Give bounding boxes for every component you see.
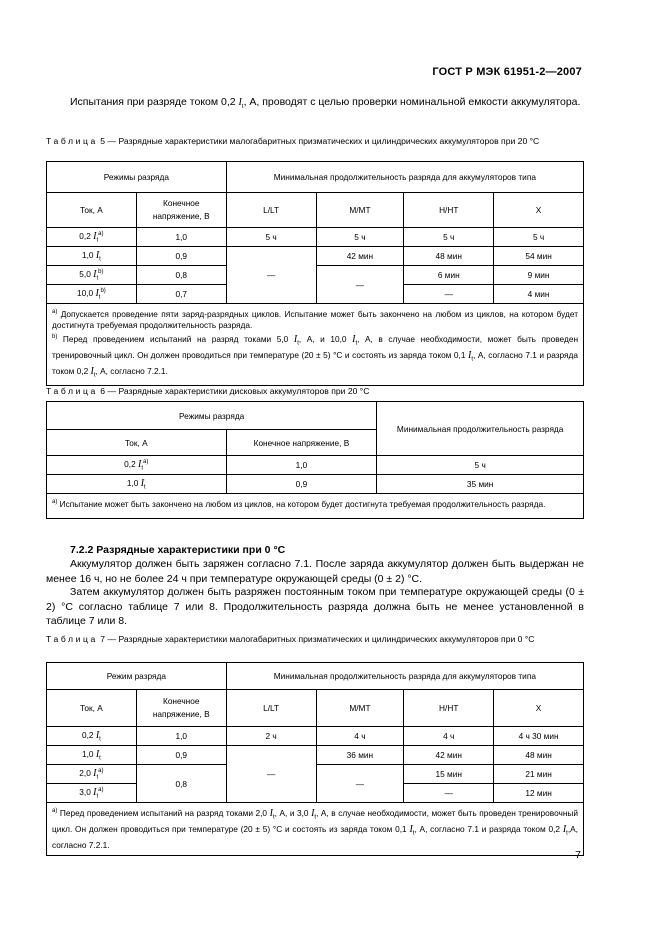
table6-current: 1,0 $I_t$ (47, 475, 227, 494)
table7-current: 0,2 $I_t$ (47, 727, 137, 746)
table5-cell: 5 ч (494, 228, 584, 247)
table6-header-voltage: Конечное напряжение, В (226, 430, 377, 456)
table7-cell: 36 мин (316, 746, 404, 765)
table7-type: L/LT (226, 690, 316, 727)
table7-cell: — (404, 784, 494, 803)
section-paragraph-1: Аккумулятор должен быть заряжен согласно 7.1. После заряда аккумулятор должен быть выдержан не менее 16 ч, но не более 24 ч при температуре окружающей среды (0 ± 2) °С. (46, 558, 584, 585)
table5-notes (47, 304, 584, 386)
table5-cell: 5 ч (226, 228, 316, 247)
table6-voltage: 0,9 (226, 475, 377, 494)
table6-cell: 35 мин (377, 475, 584, 494)
table5-current: 1,0 $I_t$ (47, 247, 137, 266)
table5-cell: 42 мин (316, 247, 404, 266)
section-heading: 7.2.2 Разрядные характеристики при 0 °С (70, 544, 286, 556)
table6-header-modes: Режимы разряда (47, 402, 377, 430)
table7-cell: 15 мин (404, 765, 494, 784)
table6-cell: 5 ч (377, 456, 584, 475)
table5-voltage: 0,9 (136, 247, 226, 266)
table7-cell: 42 мин (404, 746, 494, 765)
table7-caption: Таблица 7 — Разрядные характеристики малогабаритных призматических и цилиндрических аккумуляторов при 0 °С (46, 634, 535, 644)
table7-header-voltage: Конечное напряжение, В (136, 690, 226, 727)
table6-voltage: 1,0 (226, 456, 377, 475)
table7-voltage: 1,0 (136, 727, 226, 746)
table5-cell: 9 мин (494, 266, 584, 285)
table7-cell: 4 ч (316, 727, 404, 746)
table5-cell: 48 мин (404, 247, 494, 266)
table5-header-current: Ток, А (47, 193, 137, 228)
table5-current: 0,2 $I_t^{a)}$ (47, 228, 137, 247)
table5-current: 10,0 $I_t^{b)}$ (47, 285, 137, 304)
table7-type: H/HT (404, 690, 494, 727)
table7-type: X (494, 690, 584, 727)
table5-cell: 6 мин (404, 266, 494, 285)
table5-voltage: 0,7 (136, 285, 226, 304)
table5-caption: Таблица 5 — Разрядные характеристики малогабаритных призматических и цилиндрических аккумуляторов при 20 °С (46, 136, 540, 146)
table7-current: 2,0 $I_t^{a)}$ (47, 765, 137, 784)
intro-paragraph: Испытания при разряде током 0,2 $I_t$, А, проводят с целью проверки номинальной емкости аккумулятора. (70, 96, 581, 111)
table7-header-current: Ток, А (47, 690, 137, 727)
section-paragraph-2: Затем аккумулятор должен быть разряжен постоянным током при температуре окружающей среды (0 ± 2) °С согласно таблице 7 или 8. Продолжительность разряда должна быть не менее установленной в таблице 7 или 8. (46, 586, 584, 627)
document-header: ГОСТ Р МЭК 61951-2—2007 (432, 66, 582, 78)
table5-note-a: $^{a)}$ Допускается проведение пяти заряд-разрядных циклов. Испытание может быть закончено на любом из циклов, на котором будет достигнута требуемая продолжительность разряда. (52, 308, 578, 331)
table7-cell: 12 мин (494, 784, 584, 803)
page-number: 7 (575, 849, 581, 861)
table5-cell: — (316, 266, 404, 304)
table7-header-min: Минимальная продолжительность разряда для аккумуляторов типа (226, 663, 583, 690)
table6-header-current: Ток, А (47, 430, 227, 456)
table5-type: X (494, 193, 584, 228)
table5-type: M/MT (316, 193, 404, 228)
table5-note-b: $^{b)}$ Перед проведением испытаний на разряд токами 5,0 $I_t$, А, и 10,0 $I_t$, А, в случае необходимости, может быть проведен тренировочный цикл. Он должен проводиться при температуре (20 ± 5) °С и состоять из заряда током 0,1 $I_t$, А, согласно 7.1 и разряда током 0,2 $I_t$, А, согласно 7.2.1. (52, 333, 579, 379)
table6-header-min: Минимальная продолжительность разряда (377, 402, 584, 456)
table5-cell: 5 ч (316, 228, 404, 247)
table5-cell: 4 мин (494, 285, 584, 304)
table5-voltage: 1,0 (136, 228, 226, 247)
table7-type: M/MT (316, 690, 404, 727)
table7 (46, 662, 584, 856)
table7-voltage: 0,9 (136, 746, 226, 765)
table7-note: $^{a)}$ Перед проведением испытаний на разряд токами 2,0 $I_t$, А, и 3,0 $I_t$, А, в случае необходимости, может быть проведен тренировочный цикл. Он должен проводиться при температуре (20 ± 5) °С и состоять из заряда током 0,1 $I_t$, А, согласно 7.1 и разряда током 0,2 $I_t,А$, согласно 7.2.1. (47, 803, 584, 856)
table5-type: L/LT (226, 193, 316, 228)
table7-cell: 2 ч (226, 727, 316, 746)
table5-header-min: Минимальная продолжительность разряда для аккумуляторов типа (226, 162, 583, 193)
table5-type: H/HT (404, 193, 494, 228)
table6-note: $^{a)}$ Испытание может быть закончено на любом из циклов, на котором будет достигнута требуемая продолжительность разряда. (47, 494, 584, 519)
table5-cell: — (404, 285, 494, 304)
table6-current: 0,2 $I_t^{a)}$ (47, 456, 227, 475)
table5-voltage: 0,8 (136, 266, 226, 285)
table7-current: 1,0 $I_t$ (47, 746, 137, 765)
table7-cell: 21 мин (494, 765, 584, 784)
table7-header-modes: Режим разряда (47, 663, 227, 690)
table5-cell: 54 мин (494, 247, 584, 266)
table5-current: 5,0 $I_t^{b)}$ (47, 266, 137, 285)
table5-header-voltage: Конечное напряжение, В (136, 193, 226, 228)
table5 (46, 161, 584, 386)
table5-header-modes: Режимы разряда (47, 162, 227, 193)
table7-cell: 4 ч 30 мин (494, 727, 584, 746)
table7-cell: 48 мин (494, 746, 584, 765)
table7-cell: — (316, 765, 404, 803)
table6 (46, 401, 584, 519)
table5-cell: 5 ч (404, 228, 494, 247)
table6-caption: Таблица 6 — Разрядные характеристики дисковых аккумуляторов при 20 °С (46, 386, 370, 396)
table7-cell: — (226, 746, 316, 803)
table7-current: 3,0 $I_t^{a)}$ (47, 784, 137, 803)
table7-cell: 4 ч (404, 727, 494, 746)
table7-voltage: 0,8 (136, 765, 226, 803)
table5-cell: — (226, 247, 316, 304)
